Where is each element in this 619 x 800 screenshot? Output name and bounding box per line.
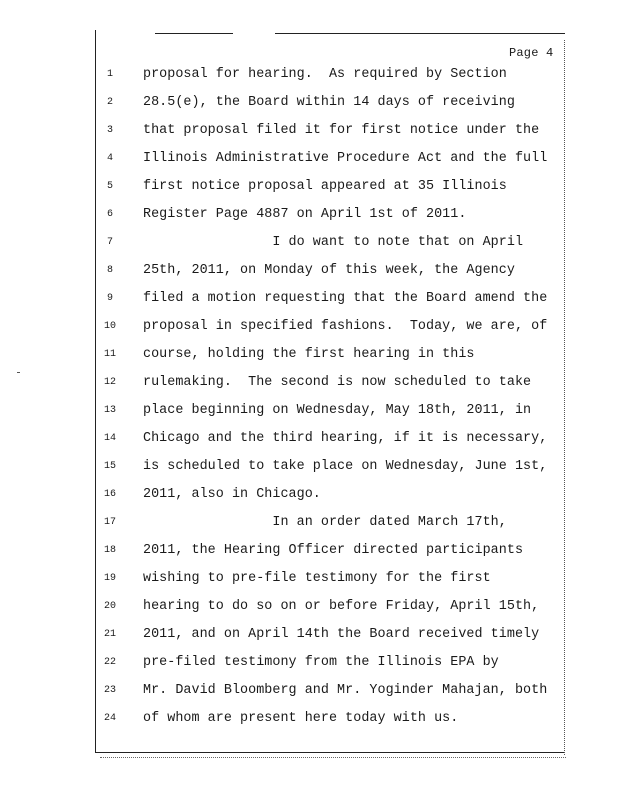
line-number: 20 <box>103 601 116 612</box>
top-rule-left <box>155 33 233 34</box>
line-number: 17 <box>103 517 116 528</box>
line-number: 24 <box>103 713 116 724</box>
line-number: 6 <box>106 209 113 220</box>
line-number: 12 <box>103 377 116 388</box>
transcript-line: I do want to note that on April <box>143 235 524 250</box>
transcript-line: rulemaking. The second is now scheduled to take <box>143 375 532 390</box>
transcript-line: hearing to do so on or before Friday, April 15th, <box>143 599 540 614</box>
bottom-border-shadow <box>100 757 566 758</box>
transcript-line: Register Page 4887 on April 1st of 2011. <box>143 207 467 222</box>
line-number: 4 <box>106 153 113 164</box>
page-number-label: Page 4 <box>509 46 554 60</box>
transcript-line: In an order dated March 17th, <box>143 515 507 530</box>
transcript-line: pre-filed testimony from the Illinois EPA by <box>143 655 499 670</box>
scan-artifact <box>17 372 20 373</box>
transcript-line: Mr. David Bloomberg and Mr. Yoginder Mahajan, both <box>143 683 548 698</box>
transcript-line: first notice proposal appeared at 35 Illinois <box>143 179 507 194</box>
line-number: 19 <box>103 573 116 584</box>
line-number: 2 <box>106 97 113 108</box>
line-number: 3 <box>106 125 113 136</box>
line-number: 13 <box>103 405 116 416</box>
left-margin-border <box>95 30 96 752</box>
transcript-line: place beginning on Wednesday, May 18th, 2011, in <box>143 403 532 418</box>
line-number: 16 <box>103 489 116 500</box>
right-margin-border <box>564 40 565 755</box>
line-number: 10 <box>103 321 116 332</box>
transcript-line: 25th, 2011, on Monday of this week, the Agency <box>143 263 515 278</box>
transcript-line: 28.5(e), the Board within 14 days of receiving <box>143 95 515 110</box>
transcript-line: 2011, and on April 14th the Board received timely <box>143 627 540 642</box>
transcript-line: proposal for hearing. As required by Section <box>143 67 507 82</box>
transcript-line: 2011, the Hearing Officer directed participants <box>143 543 524 558</box>
transcript-line: 2011, also in Chicago. <box>143 487 321 502</box>
line-number: 11 <box>103 349 116 360</box>
line-number: 14 <box>103 433 116 444</box>
transcript-line: filed a motion requesting that the Board amend the <box>143 291 548 306</box>
line-number: 22 <box>103 657 116 668</box>
transcript-line: proposal in specified fashions. Today, we are, of <box>143 319 548 334</box>
line-number: 8 <box>106 265 113 276</box>
top-rule-right <box>275 33 565 34</box>
transcript-line: Illinois Administrative Procedure Act and the full <box>143 151 548 166</box>
transcript-line: Chicago and the third hearing, if it is necessary, <box>143 431 548 446</box>
transcript-line: is scheduled to take place on Wednesday, June 1st, <box>143 459 548 474</box>
line-number: 23 <box>103 685 116 696</box>
transcript-line: that proposal filed it for first notice under the <box>143 123 540 138</box>
line-number: 21 <box>103 629 116 640</box>
line-number: 9 <box>106 293 113 304</box>
line-number: 18 <box>103 545 116 556</box>
line-number: 7 <box>106 237 113 248</box>
transcript-line: course, holding the first hearing in this <box>143 347 475 362</box>
transcript-line: wishing to pre-file testimony for the first <box>143 571 491 586</box>
transcript-line: of whom are present here today with us. <box>143 711 459 726</box>
bottom-border <box>95 752 564 753</box>
line-number: 5 <box>106 181 113 192</box>
line-number: 15 <box>103 461 116 472</box>
line-number: 1 <box>106 69 113 80</box>
